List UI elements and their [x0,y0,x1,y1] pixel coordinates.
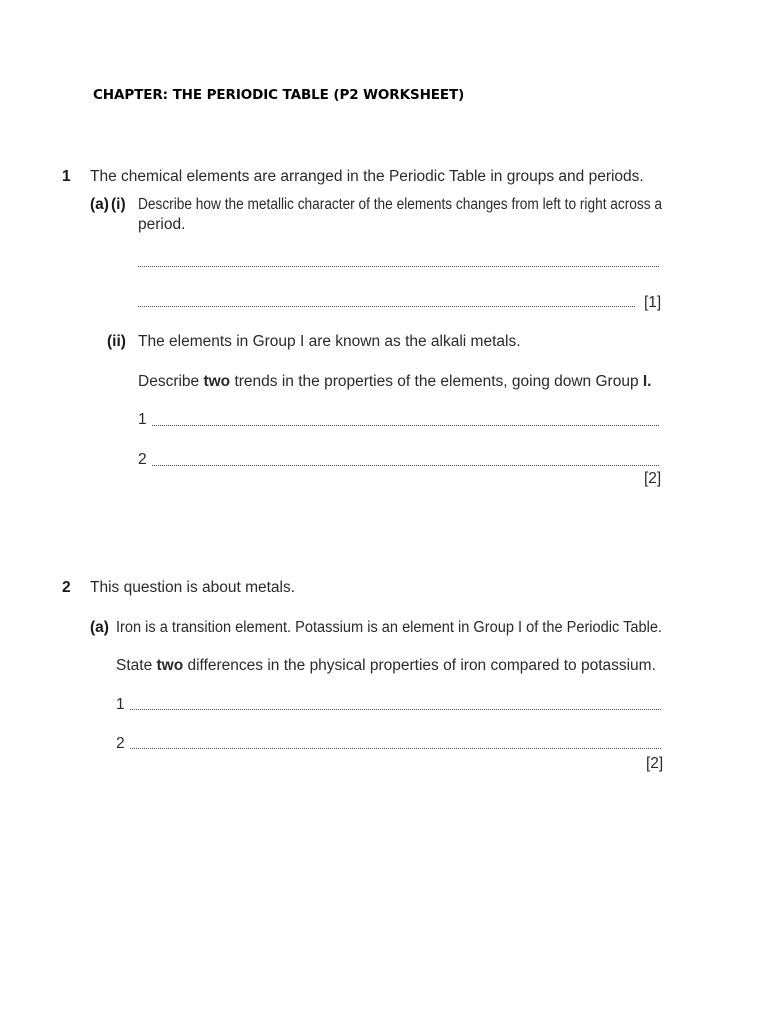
q1-part-i-label: (i) [111,196,126,213]
answer-number-1: 1 [116,696,125,713]
instruction-bold-two: two [156,657,184,674]
question-1-stem: The chemical elements are arranged in the Periodic Table in groups and periods. [90,168,644,185]
answer-line[interactable] [130,709,661,710]
answer-line[interactable] [138,266,659,267]
q2-part-a-text: Iron is a transition element. Potassium is an element in Group I of the Periodic Table. [116,619,662,636]
instruction-bold-two: two [203,373,231,390]
answer-line[interactable] [152,465,659,466]
q2-part-a-label: (a) [90,619,109,636]
answer-number-2: 2 [116,735,125,752]
instruction-bold-group: I. [642,373,652,390]
question-2-number: 2 [62,579,71,596]
mark-allocation: [2] [644,470,662,487]
instruction-text: differences in the physical properties of iron compared to potassium. [183,657,656,674]
answer-number-2: 2 [138,451,147,468]
q1-part-i-text-line1: Describe how the metallic character of the elements changes from left to right across a [138,196,663,213]
q2-instruction [116,657,656,675]
instruction-text: State [116,657,157,674]
page-title: CHAPTER: THE PERIODIC TABLE (P2 WORKSHEET) [93,87,465,103]
answer-line[interactable] [130,748,661,749]
instruction-text: Describe [138,373,204,390]
q1-part-ii-text: The elements in Group I are known as the alkali metals. [138,333,521,350]
answer-number-1: 1 [138,411,147,428]
mark-allocation: [1] [644,294,662,311]
mark-allocation: [2] [646,755,664,772]
q1-part-ii-instruction [138,373,652,391]
question-1-number: 1 [62,168,71,185]
instruction-text: trends in the properties of the elements, going down Group [230,373,643,390]
q1-part-ii-label: (ii) [107,333,126,350]
answer-line[interactable] [152,425,659,426]
answer-line[interactable] [138,306,635,307]
question-2-stem: This question is about metals. [90,579,296,596]
q1-part-i-text-line2: period. [138,216,186,233]
q1-part-a-label: (a) [90,196,109,213]
